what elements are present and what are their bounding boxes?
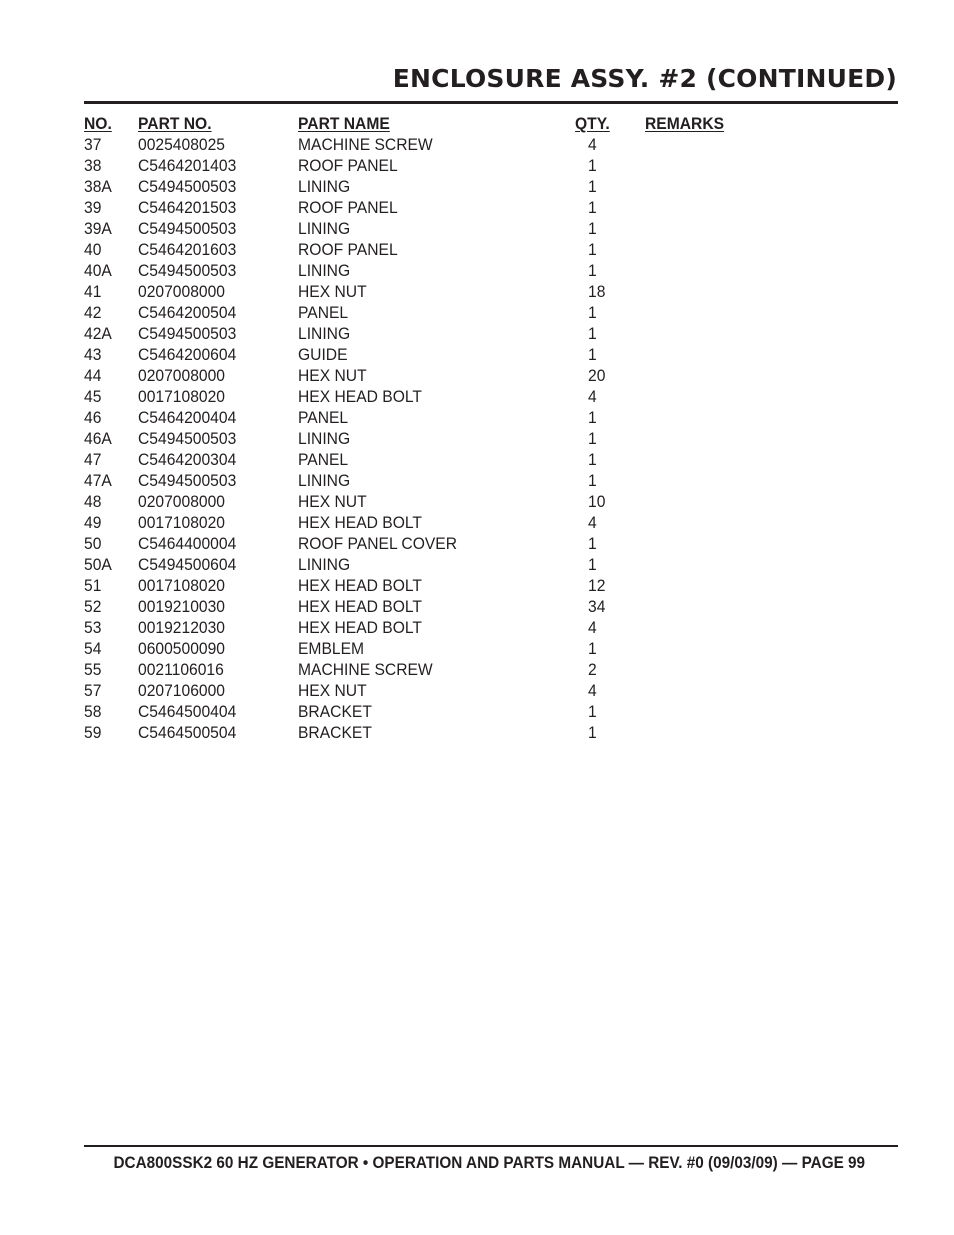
cell-no: 58 [84,702,102,721]
cell-part-name: EMBLEM [298,639,365,658]
cell-qty: 1 [588,534,597,553]
cell-no: 39A [84,219,112,238]
cell-part-name: GUIDE [298,345,348,364]
table-row [84,428,898,449]
cell-part-name: HEX HEAD BOLT [298,576,422,595]
cell-part-name: LINING [298,555,351,574]
cell-part-name: MACHINE SCREW [298,660,433,679]
column-header-remarks: REMARKS [645,114,725,133]
cell-part-no: C5464201403 [138,156,237,175]
table-row [84,680,898,701]
cell-qty: 1 [588,261,597,280]
table-body [84,134,898,743]
column-header-part-no: PART NO. [138,114,212,133]
cell-qty: 1 [588,408,597,427]
cell-no: 39 [84,198,102,217]
cell-part-name: LINING [298,177,351,196]
cell-qty: 2 [588,660,597,679]
cell-part-no: C5464201503 [138,198,237,217]
table-row [84,323,898,344]
cell-qty: 34 [588,597,606,616]
cell-no: 49 [84,513,102,532]
cell-part-name: HEX NUT [298,366,367,385]
cell-qty: 4 [588,681,597,700]
cell-no: 38 [84,156,102,175]
cell-qty: 1 [588,429,597,448]
cell-qty: 4 [588,135,597,154]
cell-qty: 4 [588,618,597,637]
cell-part-no: C5494500503 [138,261,237,280]
cell-qty: 1 [588,450,597,469]
cell-part-no: C5464500404 [138,702,237,721]
cell-part-no: C5464200304 [138,450,237,469]
cell-part-no: C5464200404 [138,408,237,427]
cell-part-no: 0025408025 [138,135,225,154]
cell-no: 55 [84,660,102,679]
table-row [84,491,898,512]
table-row [84,239,898,260]
cell-no: 42 [84,303,102,322]
cell-part-name: BRACKET [298,723,372,742]
table-row [84,659,898,680]
table-row [84,575,898,596]
cell-part-name: LINING [298,324,351,343]
cell-no: 40 [84,240,102,259]
cell-qty: 1 [588,324,597,343]
cell-part-name: LINING [298,219,351,238]
cell-no: 46A [84,429,112,448]
cell-part-name: PANEL [298,408,349,427]
column-header-part-name: PART NAME [298,114,390,133]
cell-qty: 1 [588,471,597,490]
cell-qty: 1 [588,219,597,238]
cell-qty: 1 [588,240,597,259]
cell-no: 38A [84,177,112,196]
cell-part-name: LINING [298,429,351,448]
cell-part-no: 0600500090 [138,639,225,658]
table-row [84,134,898,155]
cell-no: 59 [84,723,102,742]
cell-qty: 10 [588,492,606,511]
cell-qty: 1 [588,723,597,742]
table-row [84,260,898,281]
cell-part-name: HEX HEAD BOLT [298,597,422,616]
cell-qty: 1 [588,198,597,217]
cell-part-name: ROOF PANEL [298,198,398,217]
table-row [84,302,898,323]
table-row [84,512,898,533]
cell-no: 42A [84,324,112,343]
cell-qty: 4 [588,387,597,406]
table-row [84,344,898,365]
cell-part-no: 0017108020 [138,576,225,595]
table-row [84,596,898,617]
cell-part-no: C5464400004 [138,534,237,553]
cell-part-no: 0019212030 [138,618,225,637]
cell-no: 53 [84,618,102,637]
cell-part-name: HEX NUT [298,681,367,700]
cell-no: 51 [84,576,102,595]
cell-qty: 1 [588,639,597,658]
cell-part-name: ROOF PANEL [298,156,398,175]
cell-no: 50A [84,555,112,574]
cell-qty: 1 [588,555,597,574]
cell-qty: 20 [588,366,606,385]
footer-divider [84,1145,898,1147]
cell-part-no: C5464201603 [138,240,237,259]
cell-part-name: HEX NUT [298,282,367,301]
cell-part-name: PANEL [298,303,349,322]
cell-no: 45 [84,387,102,406]
cell-part-name: LINING [298,261,351,280]
cell-part-name: LINING [298,471,351,490]
table-row [84,722,898,743]
column-header-no: NO. [84,114,112,133]
cell-no: 37 [84,135,102,154]
cell-no: 52 [84,597,102,616]
table-row [84,554,898,575]
cell-no: 44 [84,366,102,385]
table-row [84,701,898,722]
cell-part-no: C5494500503 [138,429,237,448]
table-row [84,407,898,428]
cell-no: 50 [84,534,102,553]
cell-part-no: 0017108020 [138,513,225,532]
page-title: ENCLOSURE ASSY. #2 (CONTINUED) [392,64,897,93]
cell-no: 48 [84,492,102,511]
cell-no: 43 [84,345,102,364]
cell-qty: 1 [588,702,597,721]
cell-part-no: C5464500504 [138,723,237,742]
cell-part-no: 0207008000 [138,282,225,301]
cell-part-no: 0017108020 [138,387,225,406]
cell-part-name: MACHINE SCREW [298,135,433,154]
parts-table [84,113,898,743]
table-row [84,218,898,239]
cell-qty: 1 [588,156,597,175]
cell-part-name: HEX HEAD BOLT [298,387,422,406]
cell-part-no: C5494500604 [138,555,237,574]
table-row [84,638,898,659]
cell-part-no: C5494500503 [138,471,237,490]
cell-qty: 18 [588,282,606,301]
cell-part-no: C5494500503 [138,177,237,196]
cell-qty: 1 [588,345,597,364]
cell-no: 40A [84,261,112,280]
table-row [84,449,898,470]
cell-no: 41 [84,282,102,301]
cell-part-no: C5464200504 [138,303,237,322]
column-header-qty: QTY. [575,114,610,133]
cell-part-name: HEX HEAD BOLT [298,618,422,637]
table-row [84,281,898,302]
table-row [84,617,898,638]
table-row [84,365,898,386]
cell-part-no: 0019210030 [138,597,225,616]
cell-part-name: ROOF PANEL COVER [298,534,458,553]
page-footer: DCA800SSK2 60 HZ GENERATOR • OPERATION AND PARTS MANUAL — REV. #0 (09/03/09) — PAGE 99 [113,1153,865,1172]
cell-no: 47A [84,471,112,490]
table-row [84,533,898,554]
cell-part-no: C5464200604 [138,345,237,364]
table-row [84,386,898,407]
cell-part-no: 0207106000 [138,681,225,700]
table-row [84,197,898,218]
cell-part-no: 0207008000 [138,366,225,385]
cell-part-name: PANEL [298,450,349,469]
table-row [84,176,898,197]
cell-no: 46 [84,408,102,427]
cell-qty: 1 [588,303,597,322]
table-row [84,470,898,491]
cell-part-no: 0021106016 [138,660,224,679]
cell-part-name: ROOF PANEL [298,240,398,259]
cell-qty: 12 [588,576,606,595]
cell-qty: 1 [588,177,597,196]
cell-no: 47 [84,450,102,469]
cell-no: 57 [84,681,102,700]
cell-part-no: 0207008000 [138,492,225,511]
table-header-row [84,113,898,134]
cell-part-name: BRACKET [298,702,372,721]
cell-no: 54 [84,639,102,658]
title-divider [84,101,898,104]
cell-part-name: HEX NUT [298,492,367,511]
cell-part-no: C5494500503 [138,324,237,343]
cell-part-no: C5494500503 [138,219,237,238]
cell-qty: 4 [588,513,597,532]
table-row [84,155,898,176]
cell-part-name: HEX HEAD BOLT [298,513,422,532]
